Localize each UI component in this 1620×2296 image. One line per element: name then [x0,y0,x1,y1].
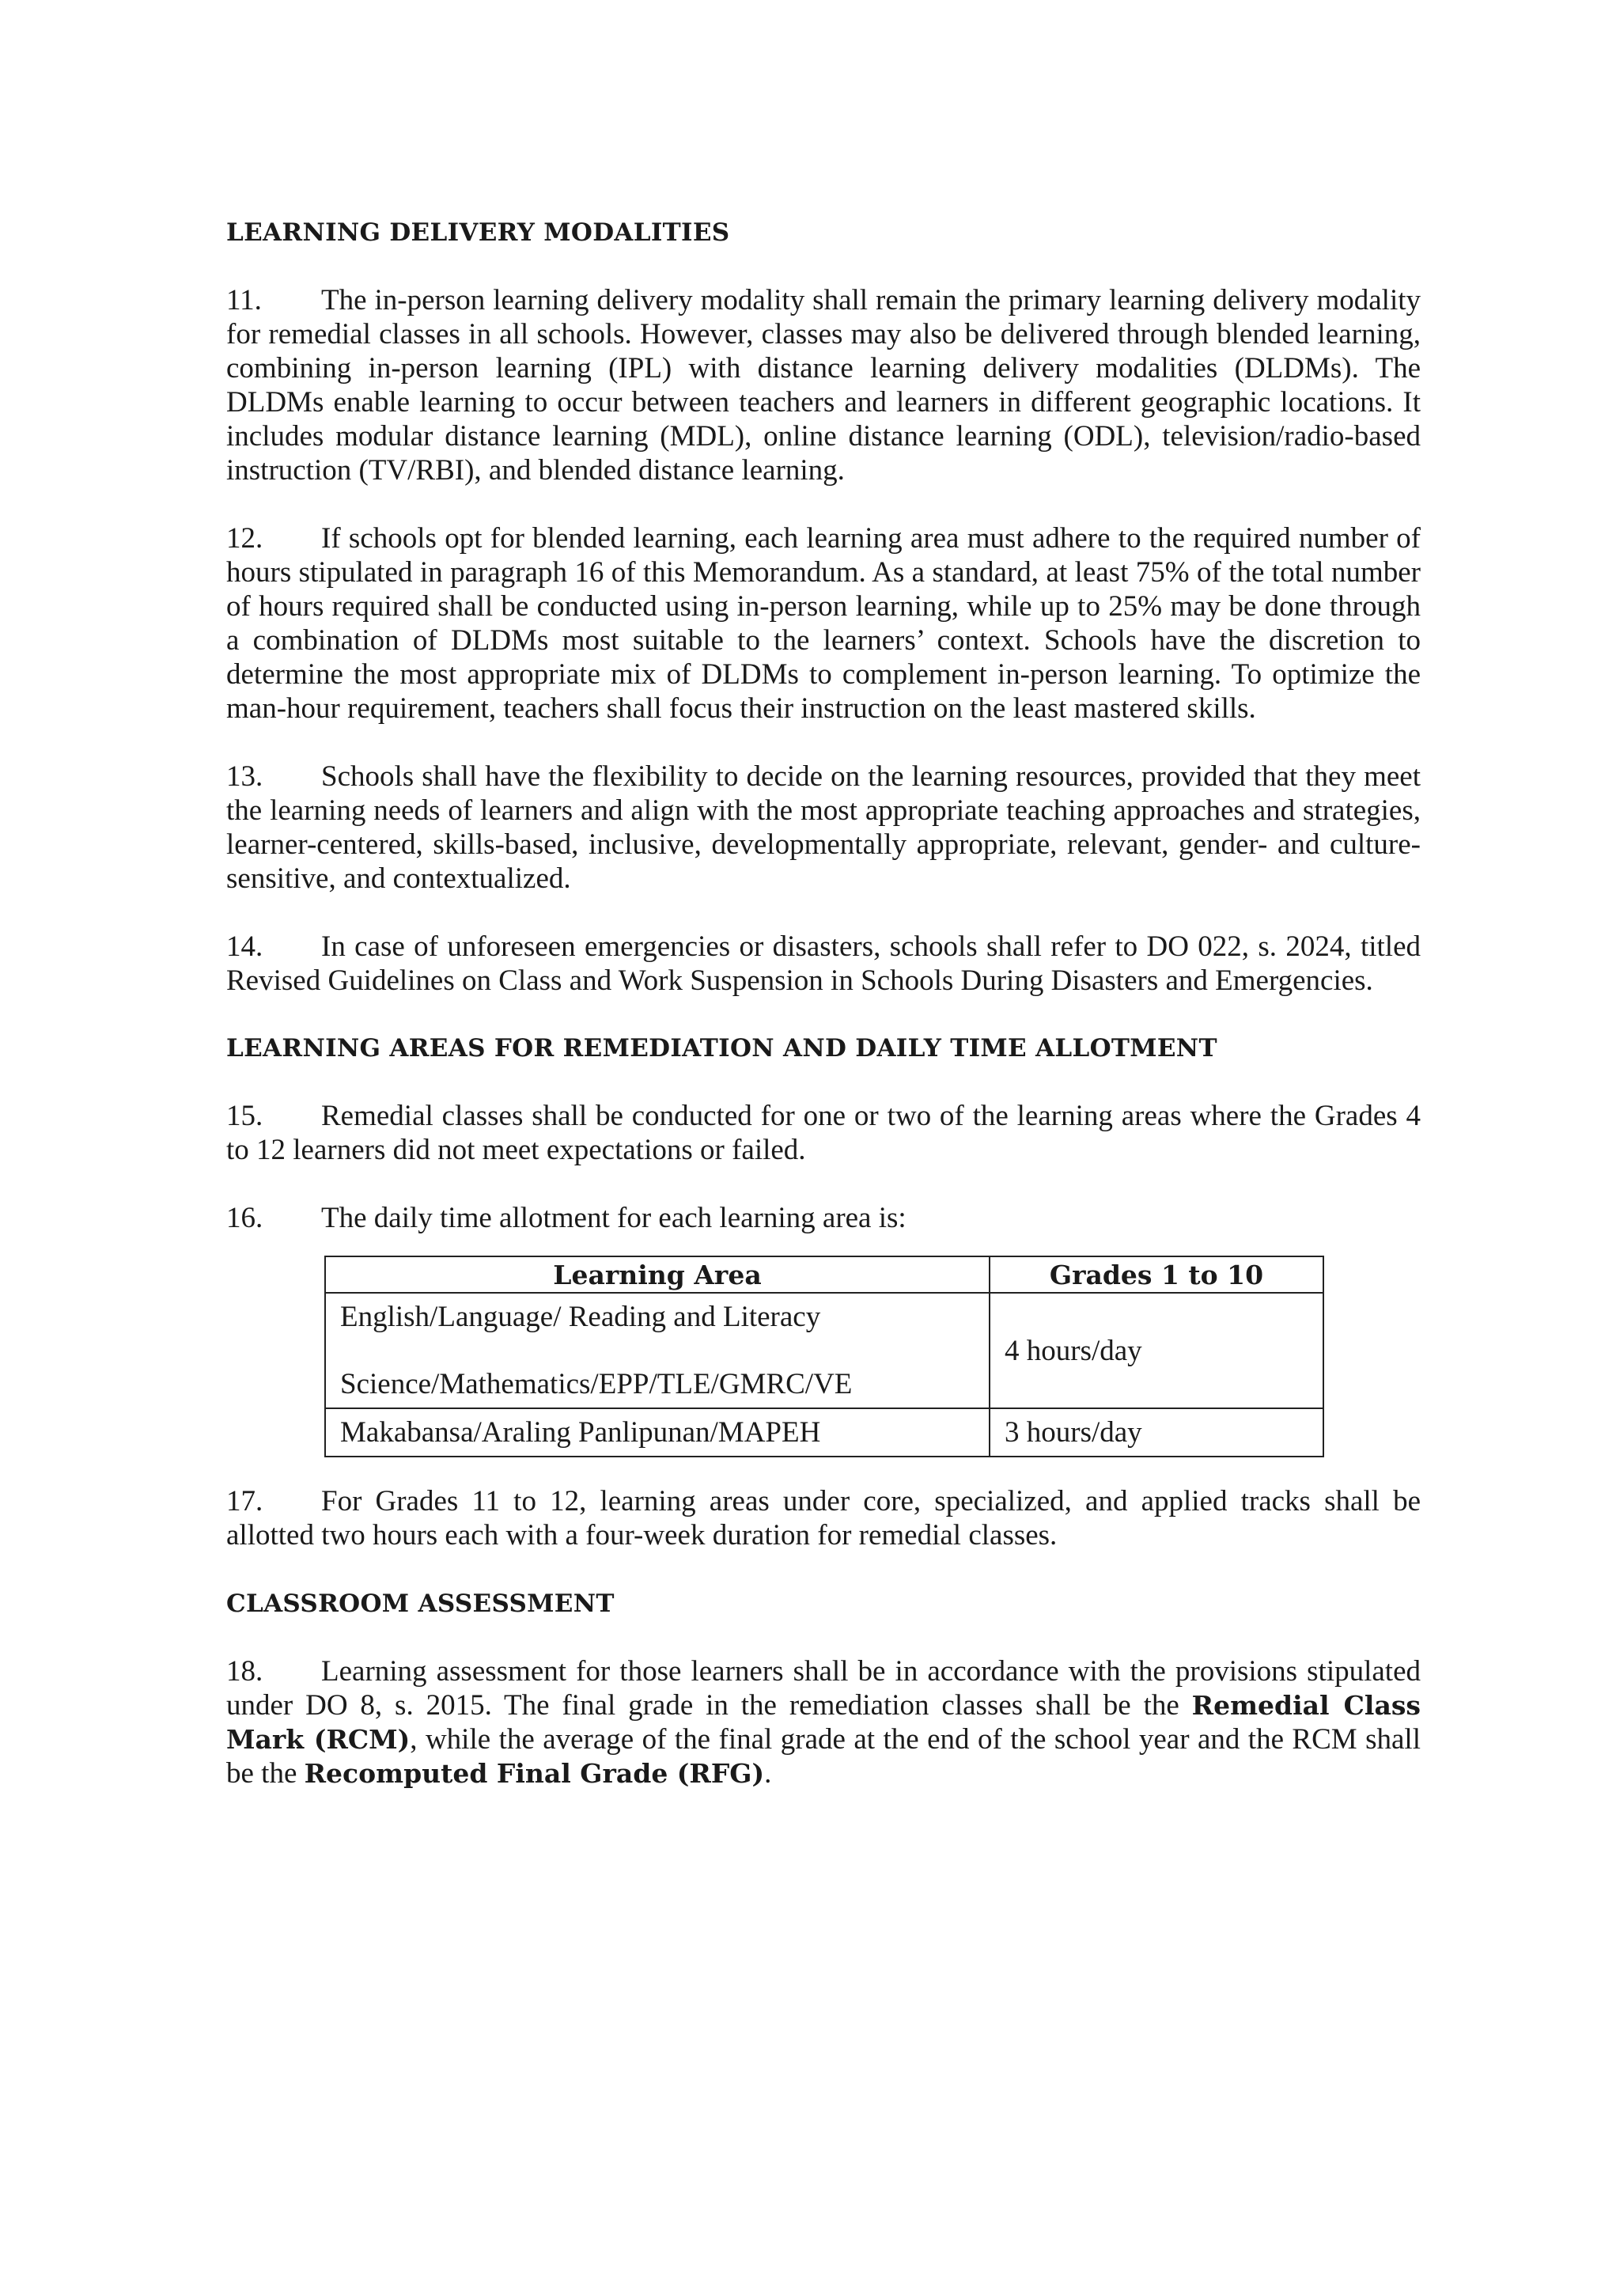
hours-cell: 4 hours/day [990,1293,1323,1408]
paragraph-17 [226,1484,1421,1552]
paragraph-18 [226,1654,1421,1790]
paragraph-number: 13. [226,760,263,793]
learning-area-science: Science/Mathematics/EPP/TLE/GMRC/VE [340,1368,853,1400]
bold-term-rcm: Remedial Class Mark (RCM) [226,1690,1421,1755]
learning-area-cell [325,1293,990,1408]
table-row [325,1293,1323,1408]
paragraph-12 [226,521,1421,726]
paragraph-number: 18. [226,1655,263,1688]
header-learning-area: Learning Area [325,1256,990,1293]
time-allotment-table [324,1256,1324,1457]
paragraph-text: Schools shall have the flexibility to decide on the learning resources, provided that they meet the learning needs of learners and align with the most appropriate teaching approaches and strategies, learner-centered, skills-based, inclusive, developmentally appropriate, relevant, gender- and culture-sensitive, and contextualized. [226,760,1421,895]
paragraph-text: . [764,1757,772,1790]
spacer [340,1334,975,1367]
paragraph-number: 14. [226,930,263,963]
paragraph-number: 15. [226,1100,263,1132]
paragraph-11 [226,283,1421,487]
paragraph-text: If schools opt for blended learning, each learning area must adhere to the required number of hours stipulated in paragraph 16 of this Memorandum. As a standard, at least 75% of the total number of hours required shall be conducted using in-person learning, while up to 25% may be done through a combination of DLDMs most suitable to the learners’ context. Schools have the discretion to determine the most appropriate mix of DLDMs to complement in-person learning. To optimize the man-hour requirement, teachers shall focus their instruction on the least mastered skills. [226,522,1421,725]
paragraph-number: 16. [226,1202,263,1234]
document-page [226,215,1421,1790]
paragraph-13 [226,760,1421,896]
paragraph-text: The daily time allotment for each learning area is: [321,1202,907,1234]
paragraph-16 [226,1201,1421,1235]
learning-area-english: English/Language/ Reading and Literacy [340,1301,821,1333]
paragraph-text: , while the average of the final grade at the end of the school year and the RCM shall be the [226,1723,1421,1790]
paragraph-text: For Grades 11 to 12, learning areas under core, specialized, and applied tracks shall be allotted two hours each with a four-week duration for remedial classes. [226,1485,1421,1552]
paragraph-number: 17. [226,1485,263,1517]
table-row [325,1408,1323,1457]
paragraph-text: The in-person learning delivery modality shall remain the primary learning delivery modality for remedial classes in all schools. However, classes may also be delivered through blended learning, combining in-person learning (IPL) with distance learning delivery modalities (DLDMs). The DLDMs enable learning to occur between teachers and learners in different geographic locations. It includes modular distance learning (MDL), online distance learning (ODL), television/radio-based instruction (TV/RBI), and blended distance learning. [226,284,1421,487]
learning-area-cell: Makabansa/Araling Panlipunan/MAPEH [325,1408,990,1457]
paragraph-15 [226,1099,1421,1167]
paragraph-14 [226,930,1421,998]
bold-term-rfg: Recomputed Final Grade (RFG) [304,1758,765,1789]
section-heading-delivery: LEARNING DELIVERY MODALITIES [226,218,730,247]
paragraph-text: Remedial classes shall be conducted for one or two of the learning areas where the Grades 4 to 12 learners did not meet expectations or failed. [226,1100,1421,1166]
hours-cell: 3 hours/day [990,1408,1323,1457]
paragraph-text: In case of unforeseen emergencies or disasters, schools shall refer to DO 022, s. 2024, titled Revised Guidelines on Class and Work Suspension in Schools During Disasters and Emergencies. [226,930,1421,997]
time-allotment-table-wrapper [226,1256,1421,1457]
section-heading-learning-areas: LEARNING AREAS FOR REMEDIATION AND DAILY TIME ALLOTMENT [226,1034,1217,1063]
paragraph-number: 12. [226,522,263,555]
paragraph-text: Learning assessment for those learners shall be in accordance with the provisions stipulated under DO 8, s. 2015. The final grade in the remediation classes shall be the [226,1655,1421,1722]
header-grades: Grades 1 to 10 [990,1256,1323,1293]
section-heading-assessment: CLASSROOM ASSESSMENT [226,1589,615,1618]
paragraph-number: 11. [226,284,262,316]
table-header-row [325,1256,1323,1293]
